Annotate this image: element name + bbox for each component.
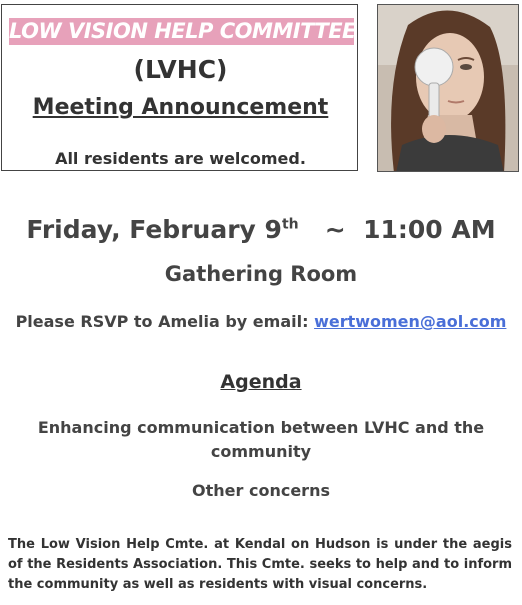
committee-description: The Low Vision Help Cmte. at Kendal on Hudson is under the aegis of the Residents Association. This Cmte. seeks to help and to inform the community as well as residents with visual concerns. bbox=[8, 537, 512, 592]
event-location: Gathering Room bbox=[164, 262, 358, 286]
event-separator: ~ bbox=[324, 215, 346, 244]
photo-illustration bbox=[378, 5, 519, 172]
committee-banner: LOW VISION HELP COMMITTEE bbox=[9, 19, 356, 43]
welcome-text: All residents are welcomed. bbox=[55, 149, 306, 168]
rsvp-email-link[interactable]: wertwomen@aol.com bbox=[314, 312, 507, 331]
rsvp-text: Please RSVP to Amelia by email: bbox=[15, 312, 309, 331]
rsvp-line bbox=[0, 312, 522, 331]
agenda-heading bbox=[0, 371, 522, 393]
meeting-title-text: Meeting Announcement bbox=[32, 95, 329, 120]
event-day: Friday, February 9 bbox=[26, 215, 282, 244]
event-day-suffix: th bbox=[281, 216, 299, 233]
event-date-time bbox=[0, 215, 522, 244]
committee-acronym: (LVHC) bbox=[133, 55, 228, 84]
agenda-heading-text: Agenda bbox=[220, 371, 302, 393]
agenda-item: Other concerns bbox=[192, 481, 330, 500]
woman-eye-occluder-photo bbox=[377, 4, 519, 172]
event-time: 11:00 AM bbox=[363, 215, 496, 244]
agenda-item: Enhancing communication between LVHC and the community bbox=[37, 418, 485, 461]
announcement-header-box bbox=[1, 4, 358, 171]
meeting-title bbox=[2, 95, 359, 120]
